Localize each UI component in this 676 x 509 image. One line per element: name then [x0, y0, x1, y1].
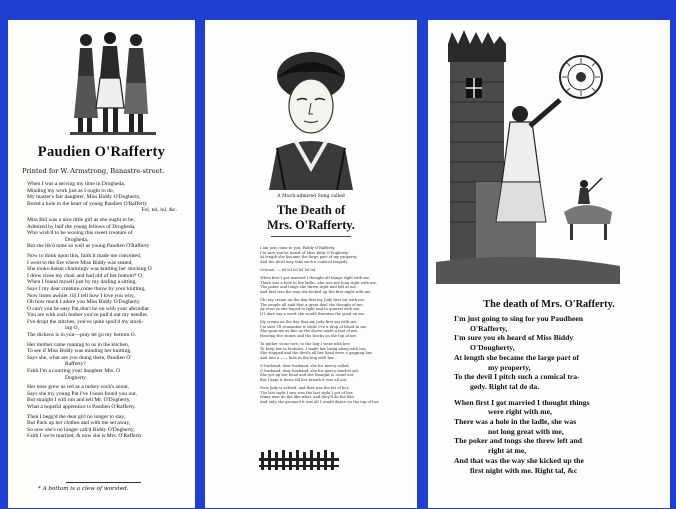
verse-line: Ay even so she hoped to fight and to quarrel with me, — [260, 307, 361, 312]
verse-line: And that was the way she kicked up the first night with me. — [260, 290, 372, 294]
verse-line: She spun me as fine as the above made a fool of me, — [260, 329, 358, 334]
verse-line: But Pack up her clothes and with me set away, — [27, 420, 131, 427]
verse-line: Ochone, — fol lol lol lol lol lal. — [260, 268, 317, 272]
verse-line: The last sight I saw was the last sight I got of her, — [260, 390, 354, 395]
song-verses — [260, 246, 410, 405]
verse-line: I'm sure I'll remember it while I've a drop of blood in me, — [260, 324, 368, 329]
verse-line: Now listen awhile, till I tell how I love you why, — [27, 292, 135, 299]
verse-line: Drogheda, — [65, 236, 89, 243]
footnote: * A bottom is a clew of worsted. — [38, 486, 129, 492]
ornament-fence — [259, 450, 339, 470]
verse-line: Her mother came running to us in the kitchen, — [27, 341, 130, 348]
verse-line: I drew close my chair and had old of her bottom* O, — [27, 272, 144, 279]
woodcut-portrait-woman — [259, 48, 363, 190]
verse-line: Faith I'm a courting your daughter Mrs. O — [27, 368, 121, 375]
verse-line: The dickens is in you—pray let go my bottom O. — [27, 332, 137, 339]
verse-line: O husband, dear husband, she for mercy called, — [260, 363, 350, 368]
verse-line: I'm just going to sing for you Paudheen — [454, 314, 584, 323]
verse-line: Rafferty? — [65, 361, 86, 368]
verse-line: To keep her in features, I made her bring along with her, — [260, 346, 367, 351]
verse-line: O'Rafferty, — [470, 323, 508, 333]
verse-line: Who wish'd to be wooing this sweet creature of — [27, 230, 133, 237]
verse-line: But straight I will run and tell Mr. O'Dogherty, — [27, 397, 131, 404]
verse-line: Now Judy is settled, and that was the fat of her, — [260, 385, 350, 390]
verse-line: The people all said that a great deal she thought of me, — [260, 302, 364, 307]
verse-line: Fol, tol, lol, &c. — [141, 207, 177, 214]
verse-line: When I found myself just by my darling a sitting, — [27, 279, 137, 286]
verse-line: gedy. Right tal de da. — [470, 381, 540, 391]
title-line: Mrs. O'Rafferty. — [267, 217, 355, 232]
song-subtitle: A Much-admired Song called — [277, 194, 345, 199]
verse-line: I'm sure you eh heard of Miss Biddy — [454, 333, 574, 343]
verse-line: To gather stone tore, to the hog I went with her, — [260, 341, 351, 346]
verse-line: I went to the fire where Miss Biddy was seated, — [27, 259, 133, 266]
verse-line: At length she became the large part of — [454, 352, 579, 362]
verse-line: You are with such bother you've pull'd out my needles — [27, 312, 148, 319]
verse-line: my property, — [488, 362, 531, 372]
verse-line: Miss Bid was a nice little girl as she ought to be, — [27, 216, 135, 223]
verse-line: Her nose grew as red as a turkey cock's snout, — [27, 384, 130, 391]
verse-line: She looks-daisnt charmingv was knitting her stocking O — [27, 266, 152, 273]
verse-line: were right with me, — [488, 407, 552, 417]
verse-line: Many men do the like,what, and they'll do the like, — [260, 395, 355, 400]
verse-line: The poker and tongs she threw right and left at me, — [260, 285, 358, 290]
verse-line: not long great with me, — [488, 426, 564, 436]
song-title — [205, 203, 417, 232]
song-verses — [27, 181, 191, 440]
divider — [66, 482, 141, 483]
song-verses — [454, 314, 666, 475]
song-title: The death of Mrs. O'Rafferty. — [483, 299, 615, 310]
verse-line: My cream on the day that my Judy first sat with me, — [260, 319, 358, 324]
verse-line: She stopped and the devils all her head were a gagging her, — [260, 351, 373, 356]
verse-line: To the devil I pitch such a comical tra- — [454, 372, 580, 382]
library-stamp-seal — [558, 54, 604, 100]
verse-line: Faith I we're married, & now she is Mrs. O'Rafferty. — [27, 433, 143, 440]
verse-line: Now to think upon this, faith it made me conceited, — [27, 252, 142, 259]
verse-line: And into a —— hole in the bog with her. — [260, 356, 335, 360]
song-title: Paudien O'Rafferty — [37, 144, 166, 160]
title-line: The Death of — [276, 203, 346, 217]
verse-line: But she lik'd none so well as young Paudien O'Rafferty — [27, 243, 150, 250]
verse-line: When first I got married I thought things — [454, 397, 590, 407]
verse-line: She got up her head and she thought to crawl out, — [260, 373, 355, 378]
verse-line: O husband, dear husband, she for mercy bawled out, — [260, 368, 360, 373]
verse-line: right at me, — [488, 446, 527, 456]
verse-line: If I dare say a word she would threaten the good on me. — [260, 312, 366, 316]
verse-line: Bored a hole in the heart of young Paudien O'Rafferty — [27, 200, 147, 207]
verse-line: There was a hole in the ladle, she was — [454, 417, 577, 427]
verse-line: Then I begg'd the dear girl no longer to stay, — [27, 413, 126, 420]
verse-line: My master's fair daughter, Miss Biddy O'Dogherty, — [27, 194, 141, 201]
verse-line: Admired by half the young fellows of Drogheda, — [27, 223, 136, 230]
divider — [271, 236, 351, 237]
verse-line: What a hopeful apprentice is Paudien O'Rafferty. — [27, 404, 136, 410]
verse-line: When I was a serving my time in Drogheda, — [27, 181, 126, 187]
verse-line: I am just come to you, Paddy O'Rafferty, — [260, 246, 335, 250]
verse-line: There was a hole in the ladle—she was not long right with me, — [260, 280, 377, 285]
ballad-sheet-death-of-mrs-orafferty — [205, 20, 417, 508]
ballad-sheet-death-of-mrs-orafferty-2 — [428, 20, 670, 508]
verse-line: And only she groaned it was all I would dance on the top of her. — [260, 400, 380, 404]
verse-line: And the devil may take such a comical tragedy. — [260, 260, 349, 265]
printer-imprint: Printed for W. Armstrong, Banastre-street. — [22, 167, 165, 175]
verse-line: ing O, — [65, 325, 79, 332]
verse-line: Oh! my cream on the day that my Judy first sat with me, — [260, 297, 366, 302]
verse-line: O'Dougherty, — [470, 343, 515, 353]
verse-line: Oh how much I adore you Miss Biddy O'Dogherty. — [27, 299, 141, 306]
verse-line: Minding my work just as I ought to do, — [27, 187, 115, 194]
verse-line: I'm sure you've heard of Miss Kitty O'Dogherty. — [260, 250, 349, 255]
verse-line: Dogherty. — [65, 374, 87, 381]
verse-line: To see if Miss Biddy was minding her knitting, — [27, 348, 132, 355]
verse-line: Says she my young Pat I've I soon found you out, — [27, 390, 137, 397]
verse-line: But I kept it down till her breath it was all out. — [260, 378, 348, 382]
verse-line: Heaving the stones and the bricks on the top of me. — [260, 334, 357, 338]
verse-line: At length she became the large part of my property, — [260, 255, 358, 260]
verse-line: Says she, what are you doing there, Paudien O' — [27, 354, 132, 361]
verse-line: O can't you be easy Pat,don't be on with your afecedlar — [27, 305, 149, 312]
verse-line: I've dropt the stitches, you've quite spoil'd my stock- — [27, 318, 144, 325]
verse-line: When first I got married I thought all things right with me, — [260, 275, 371, 280]
verse-line: The poker and tongs she threw left and — [454, 436, 583, 446]
verse-line: first night with me. Right tal, &c — [470, 465, 578, 475]
woodcut-three-figures — [70, 28, 156, 138]
ballad-sheet-paudien — [8, 20, 195, 508]
verse-line: So now she's no longer call'd Biddy O'Dogherty, — [27, 426, 135, 433]
verse-line: And that was the way she kicked up the — [454, 455, 584, 465]
verse-line: Says I my dear creature,come throw by your knitting, — [27, 285, 146, 292]
